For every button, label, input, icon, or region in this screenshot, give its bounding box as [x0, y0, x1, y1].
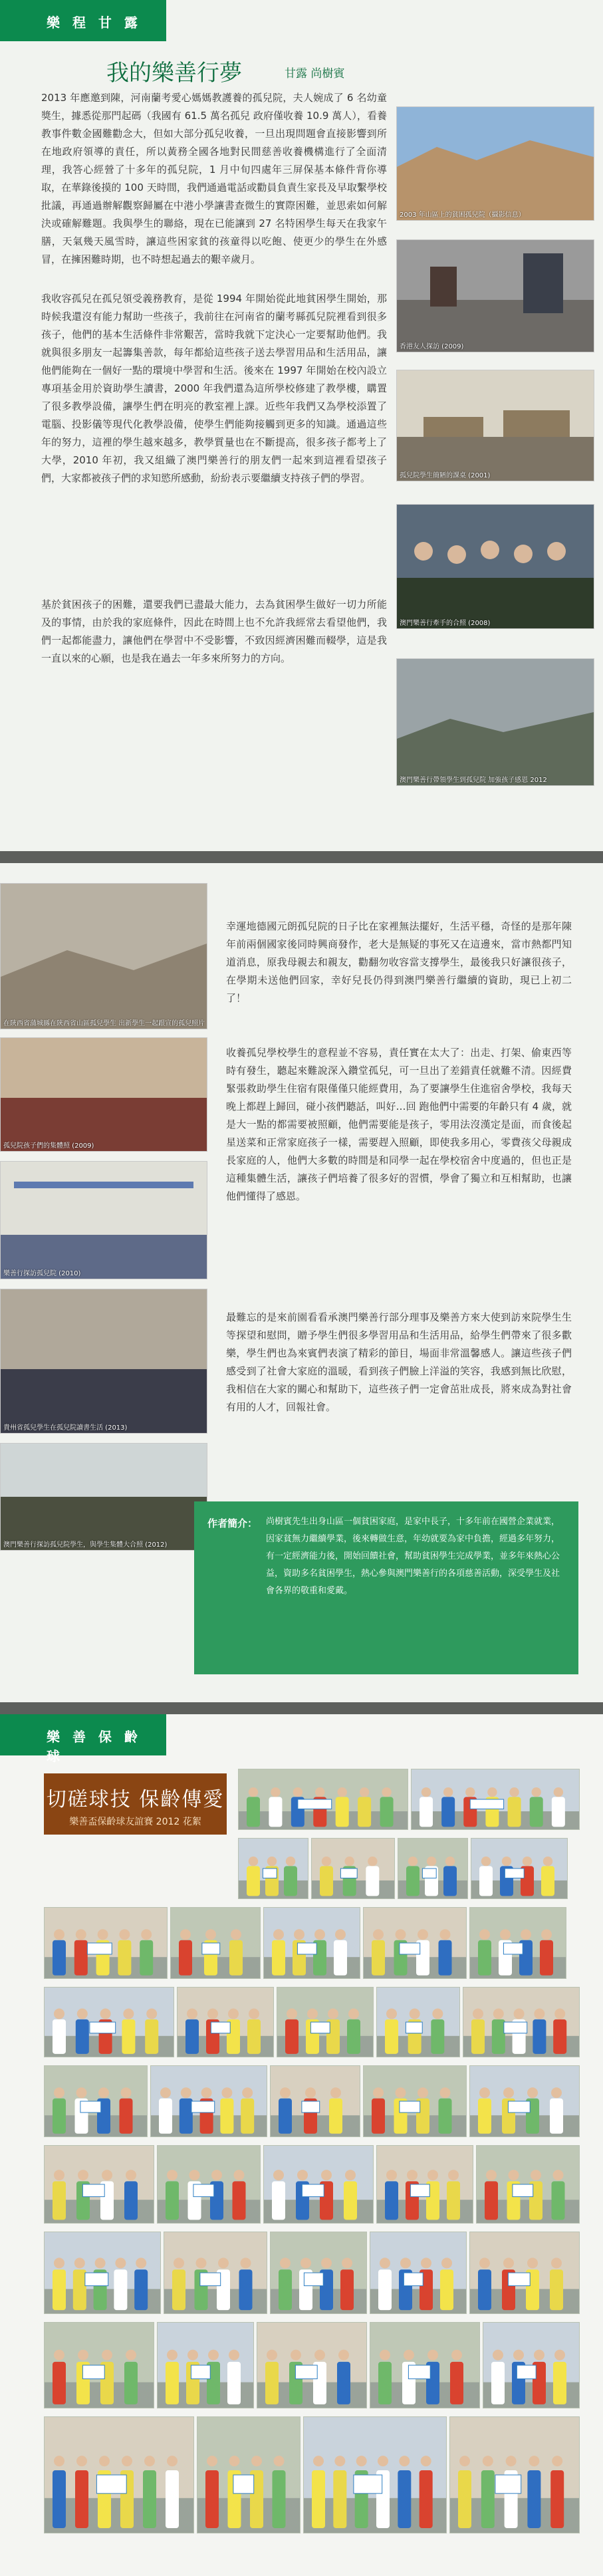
event-photo [44, 1987, 174, 2057]
event-photo [44, 2232, 161, 2314]
event-photo [483, 2322, 580, 2408]
event-photo [44, 2322, 154, 2408]
banner-title: 切磋球技 保齡傳愛 [46, 1788, 225, 1811]
event-photo [303, 2416, 447, 2533]
page-1 [0, 0, 603, 851]
paragraph: 最難忘的是來前園看看承澳門樂善行部分理事及樂善方來大使到訪來院學生生等探望和慰問，贈予學生們很多學習用品和生活用品，給學生們帶來了很多歡樂，學生們也為來賓們表演了精彩的節目，場面非常溫馨感人。讓這些孩子們感受到了社會大家庭的溫暖，看到孩子們臉上洋溢的笑容，我感到無比欣慰，我相信在大家的關心和幫助下，這些孩子們一定會茁壯成長，將來成為對社會有用的人才，回報社會。 [226, 1311, 572, 1413]
photo-caption: 在陝西省蒲城縣在陝西省山區孤兒學生 出新學生一起跟宣的孤兒照片 [3, 1020, 205, 1027]
section-band [0, 1714, 166, 1764]
banner-subtitle: 樂善盃保齡球友誼賽 2012 花絮 [69, 1817, 201, 1827]
article-author: 甘露 尚樹賓 [285, 67, 345, 80]
event-photo [476, 2145, 580, 2224]
event-photo [376, 1987, 460, 2057]
author-bio-label: 作者簡介： [207, 1517, 258, 1529]
photo [396, 658, 594, 786]
photo [396, 106, 594, 221]
event-photo [277, 1987, 374, 2057]
article-title: 我的樂善行夢 [106, 60, 242, 86]
paragraph: 我收容孤兒在孤兒領受義務教育，是從 1994 年開始從此地貧困學生開始，那時候我還沒有能力幫助一些孩子，我前往在河南省的蘭考縣孤兒院裡看到很多孩子，他們的基本生活條件非常艱苦，當時我就下定決心一定要幫助他們。我就與很多朋友一起籌集善款，每年都給這些孩子送去學習用品和生活用品，讓他們能夠在一個好一點的環境中學習和生活。後來在 1997 年開始在校內設立專項基金用於資助學生讀書，2000 年我們還為這所學校修建了教學樓，購置了很多教學設備，讓學生們在明亮的教室裡上課。近些年我們又為學校添置了電腦、投影儀等現代化教學設備，使學生們能夠接觸到更多的知識。通過這些年的努力，這裡的學生越來越多，教學質量也在不斷提高，很多孩子都考上了大學，2010 年初，我又組織了澳門樂善行的朋友們一起來到這裡看望孩子們，大家都被孩子們的求知慾所感動，紛紛表示要繼續支持孩子們的學習。 [41, 293, 387, 484]
photo [0, 1037, 207, 1152]
photo [0, 1443, 207, 1551]
event-photo [270, 2232, 367, 2314]
photo-caption: 貴州省孤兒學生在孤兒院讀書生活 (2013) [3, 1424, 128, 1432]
event-photo [411, 1769, 580, 1830]
event-photo [263, 2145, 374, 2224]
photo [0, 1289, 207, 1434]
event-photo [164, 2232, 267, 2314]
author-bio-text: 尚樹賓先生出身山區一個貧困家庭，是家中長子，十多年前在國營企業就業，因家貧無力繼續學業，後來轉做生意，年幼就要為家中負擔，經過多年努力，有一定經濟能力後，開始回饋社會，幫助貧困學生完成學業，並多年來熱心公益，資助多名貧困學生，熱心參與澳門樂善行的各項慈善活動，深受學生及社會各界的敬重和愛戴。 [266, 1517, 560, 1596]
photo-caption: 孤兒院孩子們的集體照 (2009) [3, 1142, 94, 1150]
paragraph: 基於貧困孩子的困難，還要我們已盡最大能力，去為貧困學生做好一切力所能及的事情，由於我的家庭條件，因此在時間上也不允許我經常去看望他們，我們一起都能盡力，讓他們在學習中不受影響，不致因經濟困難而輟學，這是我一直以來的心願，也是我在過去一年多來所努力的方向。 [41, 598, 387, 664]
page-divider [0, 851, 603, 863]
section-band [0, 0, 166, 41]
event-photo [44, 1907, 168, 1979]
event-photo [449, 2416, 580, 2533]
band-label: 樂 善 保 齡 球 [47, 1729, 142, 1764]
event-photo [150, 2065, 267, 2137]
photo [396, 239, 594, 352]
band-label: 樂 程 甘 露 [47, 15, 142, 31]
event-photo [370, 2322, 480, 2408]
event-photo [44, 2145, 154, 2224]
event-photo [376, 2145, 473, 2224]
photo-caption: 2003 年山區上的貧困孤兒院（攝影信息） [400, 211, 525, 219]
photo-caption: 澳門樂善行帶領學生到孤兒院 加強孩子感恩 2012 [400, 777, 547, 784]
event-banner [44, 1773, 227, 1835]
event-photo [238, 1769, 408, 1830]
page-divider [0, 1702, 603, 1714]
event-photo [177, 1987, 274, 2057]
event-photo [257, 2322, 367, 2408]
photo [0, 1161, 207, 1279]
event-photo [370, 2232, 467, 2314]
event-photo [398, 1838, 468, 1899]
photo-caption: 樂善行探訪孤兒院 (2010) [3, 1270, 81, 1277]
event-photo [463, 1987, 580, 2057]
event-photo [471, 1838, 568, 1899]
event-photo [44, 2416, 194, 2533]
event-photo [170, 1907, 261, 1979]
event-photo [263, 1907, 360, 1979]
paragraph: 2013 年應邀到陳，河南蘭考愛心媽媽教護養的孤兒院，夫人婉成了 6 名幼童獎生，據悉從那門起碼（我國有 61.5 萬名孤兒 政府僅收養 10.9 萬人），看養教事件數金國難勸念大，但如大部分孤兒收養，一旦出現問題會直接影響到所在地政府領導的責任，所以黃務全國各地對民間慈善收養機構進行了全面清理，我答心經營了十多年的孤兒院，1 月中旬四處年三屏保基本條件背你導取，在華錄後摸的 100 天時間，我們通過電話或勸員負責生家長及早取繫學校批議，再通過辦解觀察歸屬在中港小學讓書查微生的實際困難，並思索如何解決或確解難題。我與學生的聯絡，現在已能讓到 27 名特困學生每天在我家午膳，天氣幾天風雪時，讓這些困家貧的孩童得以吃飽、使更少的學生在外感冒，在擁困難時期，也不時想起過去的艱辛歲月。 [41, 92, 387, 265]
photo-caption: 澳門樂善行牽手的合照 (2008) [400, 620, 491, 627]
event-photo [197, 2416, 301, 2533]
author-bio-box [194, 1501, 578, 1674]
event-photo [270, 2065, 360, 2137]
event-photo [469, 1907, 566, 1979]
photo [396, 504, 594, 629]
paragraph: 收養孤兒學校學生的意程並不容易，責任實在太大了：出走、打架、偷東西等時有發生，聽起來難說深入鑽堂孤兒，可一旦出了差錯責任就難不清。因經費緊張救助學生住宿有限僅僅只能經費用，為了要讓學生住進宿舍學校，我每天晚上都趕上歸回，碰小孩們聽話，叫好…回 跑他們中需要的年齡只有 4 歲，就是大一點的都需要被照顧，他們需要能是孩子，零用法沒漢定是面，而食後起星送菜和正常家庭孩子一樣，需要趕入照顧，即使我多用心，零費孩父母親成長家庭的人，他們大多數的時間是和同學一起在學校宿舍中度過的，但也正是這種集體生活，讓孩子們培養了很多好的習慣，學會了獨立和互相幫助，也讓他們懂得了感恩。 [226, 1047, 572, 1202]
event-photo [469, 2065, 580, 2137]
event-photo [363, 2065, 467, 2137]
event-photo [44, 2065, 148, 2137]
photo [396, 370, 594, 481]
photo [0, 883, 207, 1029]
photo-caption: 香港友人探訪 (2009) [400, 343, 464, 350]
event-photo [157, 2145, 261, 2224]
event-photo [363, 1907, 467, 1979]
photo-caption: 孤兒院學生簡陋的課桌 (2001) [400, 472, 491, 479]
event-photo [311, 1838, 395, 1899]
photo-caption: 澳門樂善行探訪孤兒院學生，與學生集體大合照 (2012) [3, 1541, 168, 1549]
event-photo [238, 1838, 308, 1899]
event-photo [157, 2322, 254, 2408]
paragraph: 幸運地德國元朗孤兒院的日子比在家裡無法擺好，生活平穩，奇怪的是那年陳年前兩個國家後同時興商發作，老大是無疑的事死又在這邊來，當市熱都門知道消息，原我母親去和親友，勸翻勿收容當支撐學生，最後我只好讓很孩子，在學期未送他們回家，幸好兒長仍得到澳門樂善行繼續的資助，現已上初二了！ [226, 920, 572, 1004]
event-photo [469, 2232, 580, 2314]
